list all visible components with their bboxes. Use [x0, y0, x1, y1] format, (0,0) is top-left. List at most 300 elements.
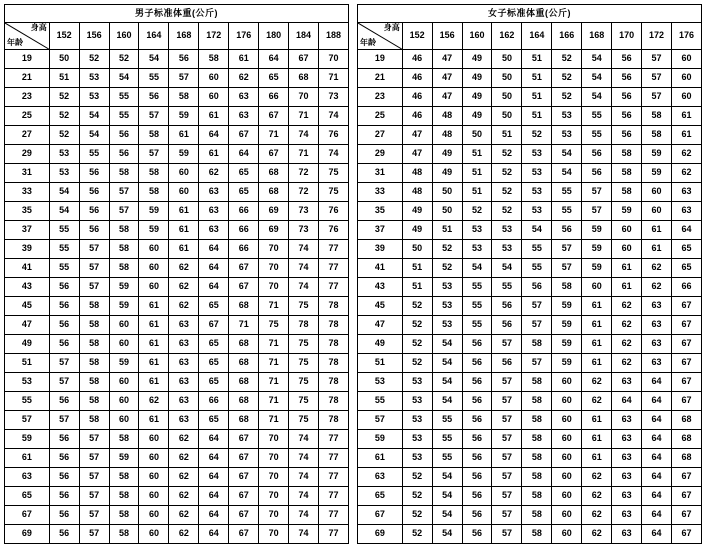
cell: 56: [492, 297, 522, 316]
cell: 60: [139, 259, 169, 278]
male-height-col-4: 168: [169, 23, 199, 50]
female-height-col-0: 152: [402, 23, 432, 50]
female-table-title: 女子标准体重(公斤): [358, 5, 702, 23]
female-age-14: 47: [358, 316, 403, 335]
cell: 68: [229, 354, 259, 373]
cell: 71: [289, 145, 319, 164]
cell: 68: [229, 297, 259, 316]
cell: 67: [289, 50, 319, 69]
cell: 78: [319, 335, 349, 354]
cell: 57: [582, 183, 612, 202]
table-row: [358, 392, 702, 411]
cell: 63: [612, 506, 642, 525]
cell: 56: [79, 183, 109, 202]
cell: 67: [229, 449, 259, 468]
cell: 58: [79, 411, 109, 430]
cell: 52: [552, 50, 582, 69]
cell: 57: [492, 506, 522, 525]
table-row: [358, 506, 702, 525]
cell: 62: [169, 487, 199, 506]
cell: 64: [199, 449, 229, 468]
female-title-row: [358, 5, 702, 23]
cell: 77: [319, 240, 349, 259]
male-corner-header: [5, 23, 50, 50]
cell: 59: [552, 297, 582, 316]
cell: 67: [672, 525, 702, 544]
cell: 67: [672, 316, 702, 335]
cell: 59: [582, 259, 612, 278]
male-age-8: 35: [5, 202, 50, 221]
cell: 66: [199, 392, 229, 411]
table-row: [5, 50, 349, 69]
male-age-13: 45: [5, 297, 50, 316]
cell: 61: [672, 126, 702, 145]
cell: 58: [612, 145, 642, 164]
cell: 64: [642, 525, 672, 544]
cell: 60: [109, 411, 139, 430]
cell: 56: [49, 525, 79, 544]
cell: 52: [402, 335, 432, 354]
cell: 64: [642, 487, 672, 506]
cell: 57: [492, 430, 522, 449]
cell: 56: [139, 88, 169, 107]
cell: 58: [522, 411, 552, 430]
table-row: [358, 373, 702, 392]
cell: 58: [109, 164, 139, 183]
cell: 67: [672, 487, 702, 506]
cell: 50: [402, 240, 432, 259]
cell: 58: [109, 221, 139, 240]
cell: 55: [522, 259, 552, 278]
cell: 58: [139, 183, 169, 202]
table-row: [358, 316, 702, 335]
cell: 54: [462, 259, 492, 278]
cell: 63: [229, 88, 259, 107]
table-row: [358, 183, 702, 202]
cell: 60: [552, 449, 582, 468]
cell: 73: [289, 221, 319, 240]
cell: 56: [462, 335, 492, 354]
male-title-row: [5, 5, 349, 23]
cell: 68: [672, 449, 702, 468]
cell: 56: [492, 316, 522, 335]
cell: 57: [79, 430, 109, 449]
male-age-22: 63: [5, 468, 50, 487]
cell: 54: [432, 373, 462, 392]
table-row: [358, 297, 702, 316]
cell: 62: [139, 392, 169, 411]
cell: 64: [642, 506, 672, 525]
cell: 53: [402, 411, 432, 430]
cell: 56: [49, 278, 79, 297]
cell: 61: [139, 316, 169, 335]
cell: 58: [199, 50, 229, 69]
cell: 56: [109, 145, 139, 164]
table-row: [358, 240, 702, 259]
cell: 56: [462, 525, 492, 544]
cell: 67: [259, 107, 289, 126]
cell: 52: [402, 468, 432, 487]
cell: 52: [552, 69, 582, 88]
male-age-23: 65: [5, 487, 50, 506]
cell: 58: [139, 164, 169, 183]
cell: 62: [229, 69, 259, 88]
cell: 77: [319, 449, 349, 468]
cell: 72: [289, 164, 319, 183]
cell: 61: [582, 411, 612, 430]
cell: 56: [49, 316, 79, 335]
cell: 50: [492, 69, 522, 88]
cell: 57: [522, 316, 552, 335]
cell: 58: [79, 335, 109, 354]
cell: 50: [492, 107, 522, 126]
table-row: [358, 335, 702, 354]
cell: 52: [49, 126, 79, 145]
cell: 77: [319, 259, 349, 278]
cell: 54: [552, 164, 582, 183]
cell: 75: [289, 335, 319, 354]
cell: 57: [79, 487, 109, 506]
female-header-row: [358, 23, 702, 50]
cell: 60: [552, 430, 582, 449]
cell: 74: [289, 487, 319, 506]
cell: 55: [79, 145, 109, 164]
male-age-0: 19: [5, 50, 50, 69]
cell: 52: [402, 525, 432, 544]
cell: 52: [402, 354, 432, 373]
cell: 74: [289, 126, 319, 145]
cell: 51: [402, 259, 432, 278]
cell: 64: [199, 126, 229, 145]
cell: 53: [79, 69, 109, 88]
cell: 58: [522, 392, 552, 411]
table-row: [358, 164, 702, 183]
cell: 63: [642, 297, 672, 316]
cell: 71: [229, 316, 259, 335]
cell: 51: [49, 69, 79, 88]
cell: 57: [49, 354, 79, 373]
cell: 60: [109, 392, 139, 411]
cell: 46: [402, 50, 432, 69]
cell: 58: [522, 506, 552, 525]
cell: 67: [672, 354, 702, 373]
cell: 54: [582, 69, 612, 88]
male-age-18: 55: [5, 392, 50, 411]
cell: 54: [139, 50, 169, 69]
cell: 62: [169, 525, 199, 544]
table-row: [5, 297, 349, 316]
cell: 64: [199, 259, 229, 278]
male-height-col-9: 188: [319, 23, 349, 50]
cell: 73: [289, 202, 319, 221]
cell: 53: [462, 221, 492, 240]
cell: 50: [49, 50, 79, 69]
male-age-6: 31: [5, 164, 50, 183]
male-height-col-3: 164: [139, 23, 169, 50]
female-age-20: 59: [358, 430, 403, 449]
female-age-2: 23: [358, 88, 403, 107]
cell: 57: [49, 411, 79, 430]
cell: 53: [522, 164, 552, 183]
cell: 55: [432, 430, 462, 449]
female-age-8: 35: [358, 202, 403, 221]
cell: 56: [612, 50, 642, 69]
female-height-col-9: 176: [672, 23, 702, 50]
cell: 68: [229, 373, 259, 392]
cell: 63: [169, 335, 199, 354]
cell: 74: [289, 525, 319, 544]
cell: 60: [199, 88, 229, 107]
cell: 68: [672, 411, 702, 430]
table-row: [5, 240, 349, 259]
cell: 74: [289, 259, 319, 278]
cell: 47: [402, 126, 432, 145]
cell: 58: [109, 259, 139, 278]
female-age-24: 67: [358, 506, 403, 525]
cell: 56: [49, 506, 79, 525]
cell: 64: [642, 392, 672, 411]
cell: 57: [79, 525, 109, 544]
cell: 59: [582, 240, 612, 259]
cell: 52: [49, 107, 79, 126]
female-age-9: 37: [358, 221, 403, 240]
female-height-col-1: 156: [432, 23, 462, 50]
cell: 56: [49, 297, 79, 316]
cell: 64: [642, 430, 672, 449]
cell: 52: [432, 259, 462, 278]
cell: 71: [259, 126, 289, 145]
female-standard-weight-table: [357, 4, 702, 544]
cell: 58: [522, 430, 552, 449]
cell: 52: [402, 297, 432, 316]
cell: 57: [492, 487, 522, 506]
cell: 50: [492, 88, 522, 107]
cell: 55: [49, 240, 79, 259]
cell: 75: [289, 411, 319, 430]
cell: 59: [139, 221, 169, 240]
cell: 52: [492, 183, 522, 202]
cell: 57: [492, 468, 522, 487]
cell: 53: [49, 145, 79, 164]
cell: 60: [139, 506, 169, 525]
cell: 62: [582, 373, 612, 392]
cell: 77: [319, 525, 349, 544]
cell: 74: [319, 107, 349, 126]
female-age-21: 61: [358, 449, 403, 468]
cell: 53: [492, 221, 522, 240]
cell: 56: [49, 468, 79, 487]
cell: 62: [642, 259, 672, 278]
cell: 65: [672, 240, 702, 259]
cell: 72: [289, 183, 319, 202]
female-age-12: 43: [358, 278, 403, 297]
cell: 64: [642, 411, 672, 430]
cell: 54: [432, 468, 462, 487]
cell: 77: [319, 430, 349, 449]
cell: 60: [139, 468, 169, 487]
cell: 60: [642, 202, 672, 221]
cell: 57: [109, 202, 139, 221]
table-row: [5, 164, 349, 183]
cell: 78: [319, 316, 349, 335]
cell: 58: [522, 335, 552, 354]
cell: 62: [169, 468, 199, 487]
cell: 58: [79, 373, 109, 392]
cell: 60: [139, 278, 169, 297]
cell: 60: [139, 487, 169, 506]
cell: 62: [169, 259, 199, 278]
cell: 70: [259, 525, 289, 544]
cell: 56: [462, 449, 492, 468]
cell: 59: [552, 335, 582, 354]
cell: 61: [582, 297, 612, 316]
table-row: [5, 107, 349, 126]
cell: 53: [402, 373, 432, 392]
cell: 71: [319, 69, 349, 88]
cell: 63: [199, 202, 229, 221]
cell: 56: [462, 354, 492, 373]
cell: 70: [259, 240, 289, 259]
male-age-9: 37: [5, 221, 50, 240]
cell: 57: [552, 259, 582, 278]
cell: 57: [49, 373, 79, 392]
male-age-21: 61: [5, 449, 50, 468]
cell: 63: [612, 468, 642, 487]
cell: 63: [612, 373, 642, 392]
cell: 76: [319, 202, 349, 221]
cell: 52: [552, 88, 582, 107]
cell: 54: [49, 202, 79, 221]
cell: 55: [49, 259, 79, 278]
male-age-7: 33: [5, 183, 50, 202]
cell: 51: [522, 69, 552, 88]
cell: 61: [642, 240, 672, 259]
cell: 61: [582, 430, 612, 449]
cell: 68: [259, 183, 289, 202]
cell: 76: [319, 221, 349, 240]
cell: 74: [289, 240, 319, 259]
cell: 56: [612, 88, 642, 107]
cell: 67: [672, 468, 702, 487]
cell: 57: [492, 411, 522, 430]
cell: 67: [229, 487, 259, 506]
cell: 58: [169, 88, 199, 107]
cell: 78: [319, 354, 349, 373]
cell: 56: [462, 506, 492, 525]
cell: 67: [672, 506, 702, 525]
cell: 60: [552, 506, 582, 525]
cell: 57: [642, 50, 672, 69]
cell: 74: [289, 468, 319, 487]
female-age-11: 41: [358, 259, 403, 278]
cell: 59: [552, 316, 582, 335]
female-corner-header: [358, 23, 403, 50]
cell: 63: [169, 373, 199, 392]
male-age-1: 21: [5, 69, 50, 88]
table-row: [5, 430, 349, 449]
cell: 54: [432, 335, 462, 354]
cell: 55: [552, 183, 582, 202]
male-age-4: 27: [5, 126, 50, 145]
male-age-10: 39: [5, 240, 50, 259]
table-row: [358, 126, 702, 145]
female-table-wrap: [353, 0, 706, 539]
cell: 58: [79, 354, 109, 373]
cell: 56: [522, 278, 552, 297]
cell: 60: [552, 525, 582, 544]
cell: 74: [319, 145, 349, 164]
cell: 51: [522, 88, 552, 107]
cell: 55: [49, 221, 79, 240]
cell: 62: [582, 392, 612, 411]
cell: 52: [402, 316, 432, 335]
table-row: [358, 107, 702, 126]
cell: 61: [139, 354, 169, 373]
female-age-7: 33: [358, 183, 403, 202]
cell: 66: [259, 88, 289, 107]
cell: 74: [289, 506, 319, 525]
cell: 60: [552, 392, 582, 411]
cell: 61: [642, 221, 672, 240]
table-row: [5, 411, 349, 430]
cell: 55: [109, 107, 139, 126]
cell: 56: [462, 411, 492, 430]
cell: 71: [259, 297, 289, 316]
cell: 61: [199, 145, 229, 164]
cell: 57: [109, 183, 139, 202]
cell: 47: [432, 69, 462, 88]
cell: 61: [229, 50, 259, 69]
cell: 51: [462, 164, 492, 183]
cell: 56: [462, 487, 492, 506]
female-height-col-7: 170: [612, 23, 642, 50]
cell: 59: [169, 107, 199, 126]
cell: 56: [462, 373, 492, 392]
cell: 51: [522, 50, 552, 69]
cell: 65: [199, 335, 229, 354]
cell: 63: [169, 411, 199, 430]
cell: 78: [319, 411, 349, 430]
cell: 56: [612, 107, 642, 126]
cell: 60: [672, 50, 702, 69]
cell: 57: [642, 88, 672, 107]
table-row: [358, 88, 702, 107]
cell: 68: [229, 335, 259, 354]
cell: 54: [432, 487, 462, 506]
cell: 67: [229, 430, 259, 449]
cell: 69: [259, 202, 289, 221]
table-row: [5, 259, 349, 278]
cell: 62: [169, 430, 199, 449]
cell: 58: [612, 183, 642, 202]
cell: 60: [139, 430, 169, 449]
cell: 60: [582, 278, 612, 297]
cell: 70: [259, 468, 289, 487]
cell: 67: [229, 506, 259, 525]
table-row: [358, 430, 702, 449]
cell: 52: [492, 164, 522, 183]
cell: 67: [229, 259, 259, 278]
cell: 61: [199, 107, 229, 126]
cell: 71: [259, 392, 289, 411]
cell: 59: [169, 145, 199, 164]
cell: 62: [169, 449, 199, 468]
cell: 75: [319, 183, 349, 202]
male-age-19: 57: [5, 411, 50, 430]
cell: 66: [229, 240, 259, 259]
table-row: [5, 525, 349, 544]
cell: 65: [199, 411, 229, 430]
